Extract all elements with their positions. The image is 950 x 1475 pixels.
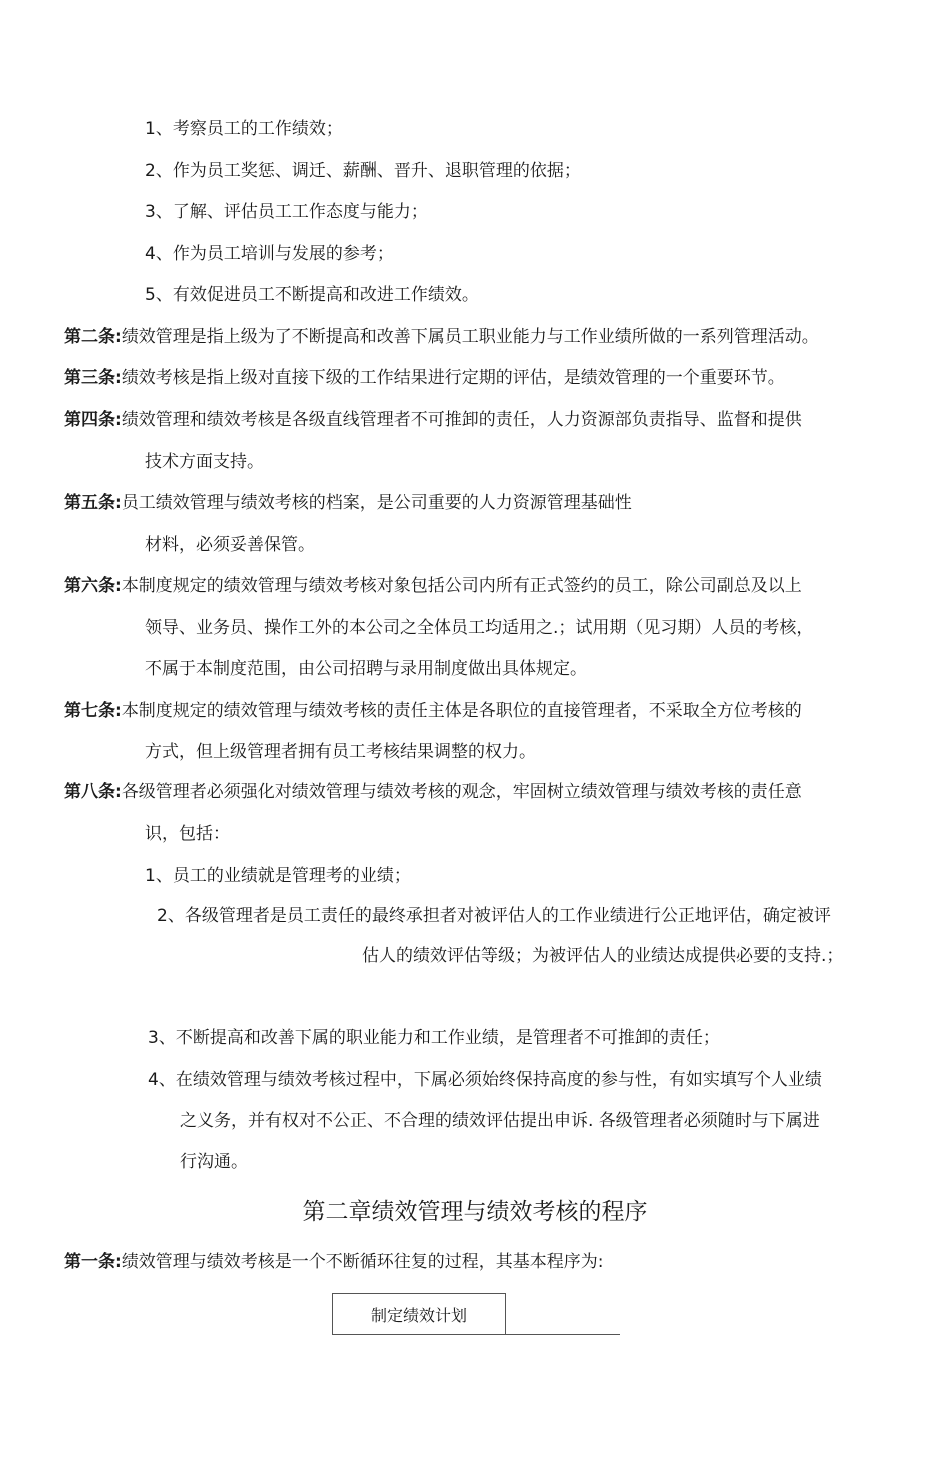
list-item-continued: 之义务，并有权对不公正、不合理的绩效评估提出申诉. 各级管理者必须随时与下属进 xyxy=(180,1111,820,1131)
list-item: 3、不断提高和改善下属的职业能力和工作业绩，是管理者不可推卸的责任； xyxy=(148,1028,720,1048)
flowchart-box-plan xyxy=(332,1293,506,1335)
chapter-heading: 第二章绩效管理与绩效考核的程序 xyxy=(302,1199,648,1225)
article-5-continued: 材料，必须妥善保管。 xyxy=(145,535,315,555)
list-item: 5、有效促进员工不断提高和改进工作绩效。 xyxy=(145,285,479,305)
article-7 xyxy=(64,699,802,723)
article-4 xyxy=(64,408,802,432)
list-item: 4、在绩效管理与绩效考核过程中，下属必须始终保持高度的参与性，有如实填写个人业绩 xyxy=(148,1070,822,1090)
article-text: 绩效管理是指上级为了不断提高和改善下属员工职业能力与工作业绩所做的一系列管理活动。 xyxy=(121,327,819,347)
article-2 xyxy=(64,325,819,349)
article-7-continued: 方式，但上级管理者拥有员工考核结果调整的权力。 xyxy=(145,742,536,762)
article-label: 第一条: xyxy=(64,1252,122,1272)
article-6-continued: 不属于本制度范围，由公司招聘与录用制度做出具体规定。 xyxy=(145,659,587,679)
article-6 xyxy=(64,574,802,598)
article-label: 第七条: xyxy=(64,701,122,721)
article-text: 本制度规定的绩效管理与绩效考核对象包括公司内所有正式签约的员工，除公司副总及以上 xyxy=(121,576,802,596)
list-item-continued: 行沟通。 xyxy=(180,1152,248,1172)
article-4-continued: 技术方面支持。 xyxy=(145,452,264,472)
article-label: 第八条: xyxy=(64,782,122,802)
article-text: 各级管理者必须强化对绩效管理与绩效考核的观念，牢固树立绩效管理与绩效考核的责任意 xyxy=(121,782,802,802)
article-8 xyxy=(64,780,802,804)
article-3 xyxy=(64,366,785,390)
article-text: 员工绩效管理与绩效考核的档案，是公司重要的人力资源管理基础性 xyxy=(121,493,632,513)
list-item: 2、各级管理者是员工责任的最终承担者对被评估人的工作业绩进行公正地评估，确定被评 xyxy=(157,906,831,926)
list-item: 4、作为员工培训与发展的参考； xyxy=(145,244,394,264)
article-text: 绩效管理与绩效考核是一个不断循环往复的过程，其基本程序为: xyxy=(121,1252,604,1272)
list-item: 1、员工的业绩就是管理考的业绩； xyxy=(145,866,411,886)
list-item: 2、作为员工奖惩、调迁、薪酬、晋升、退职管理的依据； xyxy=(145,161,581,181)
list-item-continued: 估人的绩效评估等级；为被评估人的业绩达成提供必要的支持.； xyxy=(362,946,844,966)
flowchart-connector xyxy=(506,1334,620,1335)
list-item: 3、了解、评估员工工作态度与能力； xyxy=(145,202,428,222)
article-text: 本制度规定的绩效管理与绩效考核的责任主体是各职位的直接管理者，不采取全方位考核的 xyxy=(121,701,802,721)
list-item: 1、考察员工的工作绩效； xyxy=(145,119,343,139)
article-text: 绩效考核是指上级对直接下级的工作结果进行定期的评估，是绩效管理的一个重要环节。 xyxy=(121,368,785,388)
article-label: 第二条: xyxy=(64,327,122,347)
article-8-continued: 识，包括： xyxy=(145,824,230,844)
article-label: 第六条: xyxy=(64,576,122,596)
article-label: 第四条: xyxy=(64,410,122,430)
article-6-continued: 领导、业务员、操作工外的本公司之全体员工均适用之.；试用期（见习期）人员的考核， xyxy=(145,618,814,638)
chapter-2-article-1 xyxy=(64,1250,604,1274)
flowchart-box-label: 制定绩效计划 xyxy=(370,1305,467,1325)
article-label: 第五条: xyxy=(64,493,122,513)
article-5 xyxy=(64,491,632,515)
article-text: 绩效管理和绩效考核是各级直线管理者不可推卸的责任，人力资源部负责指导、监督和提供 xyxy=(121,410,802,430)
article-label: 第三条: xyxy=(64,368,122,388)
